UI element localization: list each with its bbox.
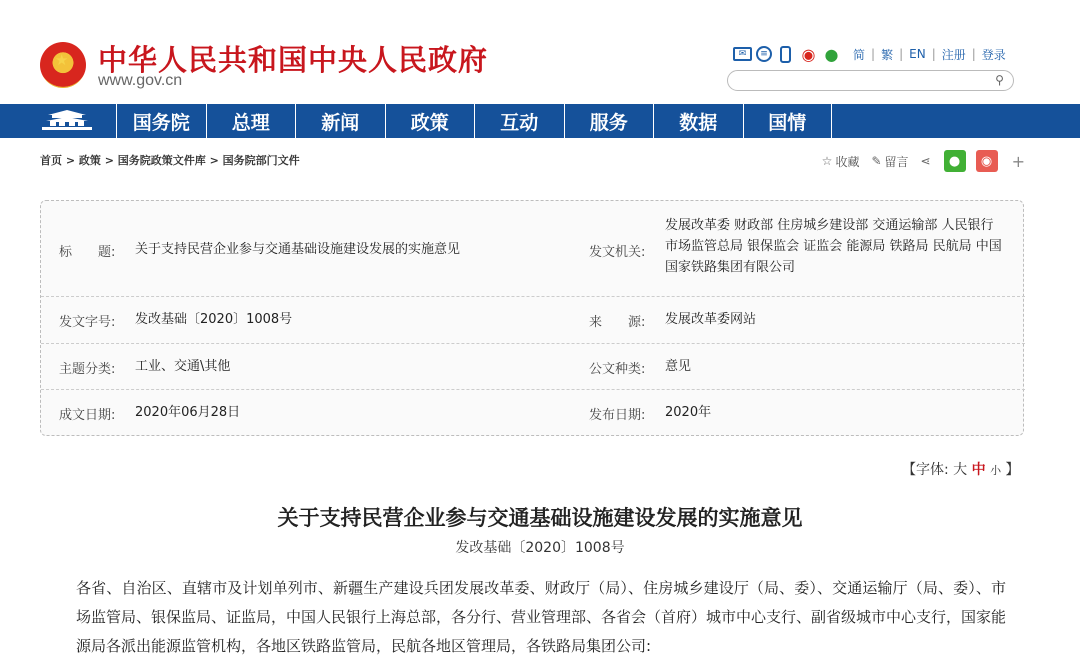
article-body: 各省、自治区、直辖市及计划单列市、新疆生产建设兵团发展改革委、财政厅（局）、住房城乡建设厅（局、委）、交通运输厅（局、委）、市场监管局、银保监局、证监局，中国人民银行上海总部，各分行、营业管理部、各省会（首府）城市中心支行、副省级城市中心支行，国家能源局各派出能源监管机构，各地区铁路监管局，民航各地区管理局，各铁路局集团公司: bbox=[76, 579, 1007, 655]
article-title: 关于支持民营企业参与交通基础设施建设发展的实施意见 bbox=[277, 506, 803, 530]
more-share-button[interactable]: + bbox=[1011, 151, 1025, 171]
created-date-value: 2020年06月28日 bbox=[135, 405, 241, 420]
language-links bbox=[853, 46, 1006, 63]
weibo-icon[interactable]: ◉ bbox=[801, 44, 816, 64]
nav-item-premier[interactable]: 总理 bbox=[206, 104, 296, 138]
nav-item-news[interactable]: 新闻 bbox=[295, 104, 385, 138]
comment-button[interactable] bbox=[871, 153, 908, 170]
wechat-icon[interactable]: ● bbox=[824, 44, 839, 64]
published-date-value: 2020年 bbox=[665, 405, 712, 420]
issuer-label: 发文机关: bbox=[589, 245, 646, 260]
metadata-row bbox=[41, 390, 1025, 436]
source-label: 来 源: bbox=[589, 315, 646, 330]
lang-traditional-link[interactable]: 繁 bbox=[881, 47, 894, 62]
star-icon: ☆ bbox=[821, 154, 833, 168]
divider: | bbox=[871, 47, 876, 61]
doc-type-label: 公文种类: bbox=[589, 362, 646, 377]
collect-label: 收藏 bbox=[835, 154, 860, 169]
breadcrumb-bar bbox=[40, 150, 1025, 170]
published-date-label: 发布日期: bbox=[589, 408, 646, 423]
main-nav bbox=[0, 104, 1080, 138]
site-url[interactable]: www.gov.cn bbox=[98, 72, 183, 89]
category-value: 工业、交通\其他 bbox=[135, 359, 231, 374]
font-small-button[interactable]: 小 bbox=[990, 464, 1002, 477]
share-icon[interactable]: ⋖ bbox=[920, 154, 931, 168]
doc-number-value: 发改基础〔2020〕1008号 bbox=[135, 312, 293, 327]
document-metadata-table bbox=[40, 200, 1024, 436]
nav-item-interaction[interactable]: 互动 bbox=[474, 104, 564, 138]
nav-item-national-info[interactable]: 国情 bbox=[743, 104, 833, 138]
register-link[interactable]: 注册 bbox=[941, 47, 966, 62]
login-link[interactable]: 登录 bbox=[981, 47, 1006, 62]
lang-english-link[interactable]: EN bbox=[909, 47, 926, 61]
site-title[interactable]: 中华人民共和国中央人民政府 bbox=[98, 43, 489, 77]
breadcrumb[interactable]: 首页 > 政策 > 国务院政策文件库 > 国务院部门文件 bbox=[40, 154, 300, 167]
search-input[interactable] bbox=[740, 73, 990, 89]
search-box bbox=[727, 70, 1014, 91]
nav-item-services[interactable]: 服务 bbox=[564, 104, 654, 138]
metadata-row bbox=[41, 344, 1025, 390]
article-doc-number: 发改基础〔2020〕1008号 bbox=[455, 540, 625, 556]
divider: | bbox=[931, 47, 936, 61]
issuer-value: 发展改革委 财政部 住房城乡建设部 交通运输部 人民银行 市场监管总局 银保监会 证监会 能源局 铁路局 民航局 中国国家铁路集团有限公司 bbox=[665, 218, 1002, 275]
nav-items bbox=[116, 104, 832, 138]
comment-label: 留言 bbox=[884, 154, 909, 169]
font-large-button[interactable]: 大 bbox=[953, 462, 968, 478]
lang-simplified-link[interactable]: 简 bbox=[853, 47, 866, 62]
font-switch-suffix: 】 bbox=[1005, 462, 1020, 478]
mail-icon[interactable]: ✉ bbox=[733, 47, 752, 61]
divider: | bbox=[899, 47, 904, 61]
national-emblem-icon[interactable]: ★ bbox=[40, 42, 86, 88]
collect-button[interactable] bbox=[822, 153, 860, 170]
share-tools bbox=[810, 150, 1025, 172]
font-medium-button[interactable]: 中 bbox=[971, 462, 986, 478]
header-tools bbox=[733, 44, 1006, 64]
doc-number-label: 发文字号: bbox=[59, 315, 116, 330]
metadata-row bbox=[41, 201, 1025, 297]
wechat-share-icon[interactable]: ● bbox=[944, 150, 966, 172]
nav-item-data[interactable]: 数据 bbox=[653, 104, 743, 138]
phone-icon[interactable] bbox=[780, 46, 791, 63]
message-icon[interactable]: ≡ bbox=[756, 46, 772, 62]
search-icon[interactable]: ⚲ bbox=[995, 73, 1004, 87]
source-value: 发展改革委网站 bbox=[665, 312, 757, 327]
site-header bbox=[0, 0, 1080, 104]
divider: | bbox=[971, 47, 976, 61]
category-label: 主题分类: bbox=[59, 362, 116, 377]
nav-item-policy[interactable]: 政策 bbox=[385, 104, 475, 138]
pencil-icon: ✎ bbox=[871, 154, 882, 168]
title-label: 标 题: bbox=[59, 245, 116, 260]
metadata-row bbox=[41, 297, 1025, 344]
font-switch-prefix: 【字体: bbox=[902, 462, 949, 478]
tiananmen-logo-icon[interactable] bbox=[38, 109, 96, 133]
title-value: 关于支持民营企业参与交通基础设施建设发展的实施意见 bbox=[135, 242, 461, 257]
nav-item-state-council[interactable]: 国务院 bbox=[116, 104, 206, 138]
font-size-switch bbox=[902, 459, 1020, 479]
created-date-label: 成文日期: bbox=[59, 408, 116, 423]
weibo-share-icon[interactable]: ◉ bbox=[976, 150, 998, 172]
doc-type-value: 意见 bbox=[665, 359, 692, 374]
